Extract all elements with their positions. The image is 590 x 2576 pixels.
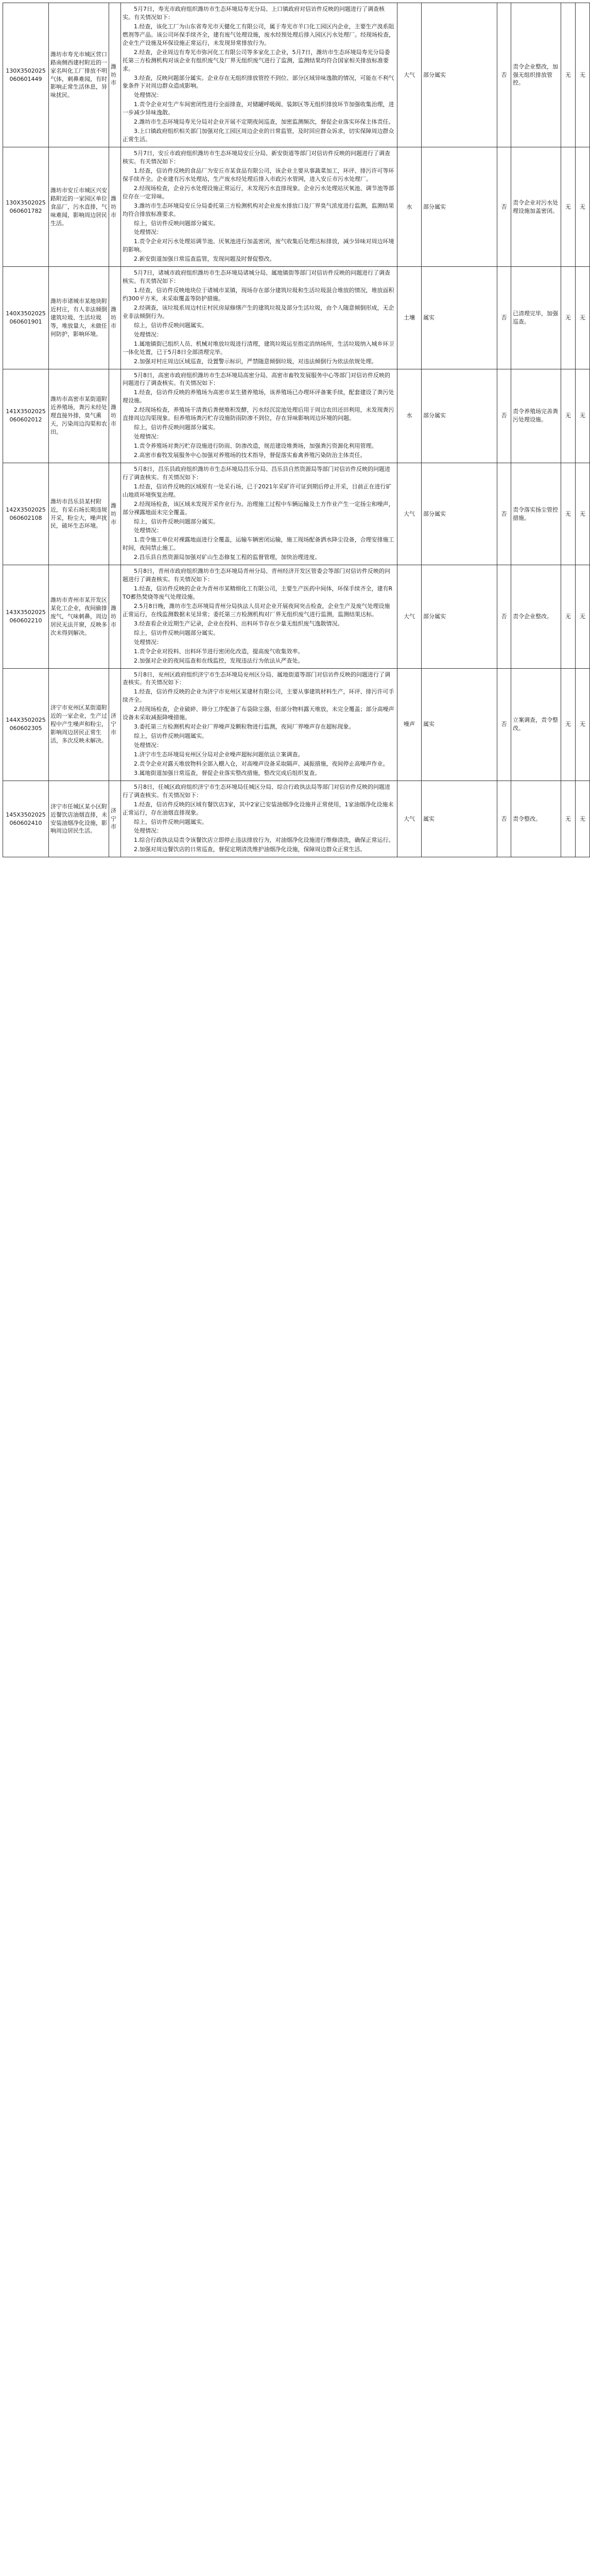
rectification-measures: 责令企业整改，加强无组织排放管控。: [511, 3, 561, 147]
investigation-paragraph: 1.综合行政执法局责令该餐饮店立即停止违法排放行为，对油烟净化设施进行维修清洗，确保正常运行。: [134, 837, 394, 844]
rectification-measures: 责令养殖场完善粪污处理设施。: [511, 369, 561, 463]
case-number: 142X3502025060602108: [3, 463, 49, 565]
remarks-cell: 无: [576, 668, 590, 781]
investigation-paragraph: 3.属地街道加强日常巡查，督促企业落实整改措施，整改完成后组织复查。: [134, 769, 321, 776]
verification-result: 部分属实: [422, 463, 497, 565]
investigation-paragraph: 处理情况：: [134, 827, 162, 835]
responsibility-flag: 否: [497, 463, 511, 565]
investigation-paragraph: 2.责令企业对露天堆放物料全部入棚入仓，对高噪声设备采取隔声、减振措施，夜间停止高噪声作业。: [134, 760, 389, 767]
rectification-measures: 责令整改。: [511, 781, 561, 857]
region-cell: 潍坊市: [109, 147, 121, 267]
remarks-cell: 无: [576, 781, 590, 857]
responsibility-flag: 否: [497, 781, 511, 857]
rectification-measures: 责令落实扬尘管控措施。: [511, 463, 561, 565]
investigation-paragraph: 1.责令企业对污水处理站调节池、厌氧池进行加盖密闭，废气收集后处理达标排放，减少异味对周边环境的影响。: [123, 238, 394, 253]
region-cell: 潍坊市: [109, 3, 121, 147]
complaint-text: 潍坊市高密市某街道附近养殖场，粪污未经处理直接外排，臭气熏天，污染周边沟渠和农田。: [49, 369, 109, 463]
investigation-paragraph: 2.新安街道加强日常巡查监管，发现问题及时督促整改。: [134, 256, 275, 263]
accountability-cell: 无: [561, 463, 576, 565]
investigation-paragraph: 处理情况：: [134, 229, 162, 236]
table-row: [3, 668, 590, 781]
investigation-paragraph: 5月7日，寿光市政府组织潍坊市生态环境局寿光分局、上口镇政府对信访件反映的问题进行了调查核实。有关情况如下：: [123, 6, 385, 21]
case-number: 130X3502025060601782: [3, 147, 49, 267]
table-row: [3, 369, 590, 463]
complaint-text: 潍坊市诸城市某地块附近村庄，有人非法倾倒建筑垃圾、生活垃圾等，堆放量大，未做任何防护，影响环境。: [49, 267, 109, 369]
investigation-paragraph: 1.经查，信访件反映的养殖场为高密市某生猪养殖场，该养殖场已办理环评备案手续，配套建设了粪污处理设施。: [123, 389, 394, 404]
verification-result: 部分属实: [422, 565, 497, 668]
pollution-category: 大气: [397, 565, 422, 668]
investigation-text: [121, 3, 397, 147]
region-cell: 潍坊市: [109, 267, 121, 369]
table-row: [3, 463, 590, 565]
verification-result: 属实: [422, 781, 497, 857]
complaint-text: 潍坊市安丘市城区兴安路附近的一家园区单位食品厂，污水直排，气味难闻，影响周边居民生活。: [49, 147, 109, 267]
investigation-paragraph: 2.加强对周边餐饮店的日常巡查，督促定期清洗维护油烟净化设施，保障周边群众正常生活。: [134, 846, 366, 853]
investigation-paragraph: 2.高密市畜牧发展服务中心加强对养殖场的技术指导，督促落实畜禽养殖污染防治主体责任。: [134, 451, 366, 459]
rectification-measures: 责令企业对污水处理设施加盖密闭。: [511, 147, 561, 267]
table-row: [3, 147, 590, 267]
region-cell: 潍坊市: [109, 463, 121, 565]
investigation-paragraph: 综上，信访件反映问题部分属实。: [134, 219, 219, 227]
investigation-paragraph: 1.经查，信访件反映的区域原有一处采石场，已于2021年采矿许可证到期后停止开采，目前正在进行矿山地质环境恢复治理。: [123, 483, 392, 498]
investigation-paragraph: 综上，信访件反映问题属实。: [134, 733, 207, 740]
investigation-text: [121, 463, 397, 565]
region-cell: 潍坊市: [109, 369, 121, 463]
accountability-cell: 无: [561, 369, 576, 463]
investigation-paragraph: 1.责令企业对生产车间密闭性进行全面排查，对储罐呼吸阀、装卸区等无组织排放环节加强收集治理，进一步减少异味逸散。: [123, 101, 394, 116]
case-number: 130X3502025060601449: [3, 3, 49, 147]
investigation-paragraph: 3.经查，反映问题部分属实。企业存在无组织排放管控不到位、部分区域异味逸散的情况，可能在不利气象条件下对周边群众造成影响。: [123, 74, 394, 90]
investigation-paragraph: 1.经查，该化工厂为山东省寿光市天健化工有限公司，属于寿光市羊口化工园区内企业，主要生产溴系阻燃剂等产品。该公司环保手续齐全，建有废气处理设施，废水经预处理后排入园区污水处理厂。经现场检查，企业生产设施及环保设施正常运行，未发现异常排放行为。: [123, 23, 394, 46]
pollution-category: 水: [397, 147, 422, 267]
investigation-paragraph: 2.潍坊市生态环境局寿光分局对企业开展不定期夜间巡查，加密监测频次，督促企业落实环保主体责任。: [134, 118, 394, 126]
investigation-paragraph: 处理情况：: [134, 331, 162, 338]
investigation-paragraph: 处理情况：: [134, 527, 162, 534]
region-cell: 济宁市: [109, 668, 121, 781]
investigation-paragraph: 2.经查，企业周边有寿光市弥河化工有限公司等多家化工企业，5月7日，潍坊市生态环境局寿光分局委托第三方检测机构对该企业有组织废气及厂界无组织废气进行了监测，监测结果均符合国家相关排放标准要求。: [123, 48, 390, 72]
remarks-cell: 无: [576, 147, 590, 267]
investigation-paragraph: 2.经现场检查，养殖场干清粪后粪便堆积发酵，污水经沉淀池处理后用于周边农田还田利用，未发现粪污直排周边沟渠现象。但养殖场粪污贮存设施防雨防渗不到位，存在异味影响周边环境的问题。: [123, 406, 394, 422]
region-cell: 济宁市: [109, 781, 121, 857]
pollution-category: 水: [397, 369, 422, 463]
verification-result: 属实: [422, 267, 497, 369]
table-row: [3, 781, 590, 857]
complaint-text: 潍坊市寿光市城区营口路南侧西建村附近的一家名叫化工厂排放不明气体，刺鼻难闻，有时影响正常生活休息，异味扰民。: [49, 3, 109, 147]
region-cell: 潍坊市: [109, 565, 121, 668]
complaint-text: 济宁市任城区某小区附近餐饮店油烟直排，未安装油烟净化设施，影响周边居民生活。: [49, 781, 109, 857]
remarks-cell: 无: [576, 369, 590, 463]
investigation-paragraph: 2.经现场检查，企业污水处理设施正常运行，未发现污水直排现象。企业污水处理站厌氧池、调节池等部位存在一定异味。: [123, 184, 394, 200]
complaint-table-body: [3, 3, 590, 857]
remarks-cell: 无: [576, 267, 590, 369]
responsibility-flag: 否: [497, 565, 511, 668]
accountability-cell: 无: [561, 668, 576, 781]
remarks-cell: 无: [576, 565, 590, 668]
rectification-measures: 立案调查，责令整改。: [511, 668, 561, 781]
investigation-paragraph: 5月7日，诸城市政府组织潍坊市生态环境局诸城分局、属地镇街等部门对信访件反映的问题进行了调查核实。有关情况如下：: [123, 269, 390, 285]
accountability-cell: 无: [561, 781, 576, 857]
rectification-measures: 已清理完毕，加强巡查。: [511, 267, 561, 369]
accountability-cell: 无: [561, 565, 576, 668]
responsibility-flag: 否: [497, 668, 511, 781]
case-number: 141X3502025060602012: [3, 369, 49, 463]
investigation-text: [121, 147, 397, 267]
pollution-category: 噪声: [397, 668, 422, 781]
complaint-text: 济宁市兖州区某街道附近的一家企业，生产过程中产生噪声和粉尘，影响周边居民正常生活，多次反映未解决。: [49, 668, 109, 781]
case-number: 140X3502025060601901: [3, 267, 49, 369]
table-row: [3, 267, 590, 369]
responsibility-flag: 否: [497, 3, 511, 147]
investigation-paragraph: 3.委托第三方检测机构对企业厂界噪声及颗粒物进行监测，夜间厂界噪声存在超标现象。: [134, 723, 355, 731]
investigation-paragraph: 2.经调查，该垃圾系周边村庄村民房屋修缮产生的建筑垃圾及部分生活垃圾，由个人随意倾倒形成，无企业非法倾倒行为。: [123, 304, 394, 319]
investigation-paragraph: 1.经查，信访件反映的食品厂为安丘市某食品有限公司，该企业主要从事蔬菜加工，环评、排污许可等环保手续齐全。企业建有污水处理站，生产废水经处理后排入市政污水管网，进入安丘市污水处理厂。: [123, 167, 394, 182]
investigation-paragraph: 5月8日，兖州区政府组织济宁市生态环境局兖州区分局、属地街道等部门对信访件反映的问题进行了调查核实。有关情况如下：: [123, 671, 390, 686]
investigation-paragraph: 2.经现场检查，企业破碎、筛分工序配备了布袋除尘器，但部分物料露天堆放，未完全覆盖；部分高噪声设备未采取减振降噪措施。: [123, 706, 394, 721]
investigation-text: [121, 781, 397, 857]
investigation-paragraph: 处理情况：: [134, 638, 162, 646]
investigation-text: [121, 565, 397, 668]
responsibility-flag: 否: [497, 369, 511, 463]
investigation-paragraph: 2.昌乐县自然资源局加强对矿山生态修复工程的监督管理，加快治理进度。: [134, 554, 321, 561]
investigation-paragraph: 综上，信访件反映问题部分属实。: [134, 518, 219, 525]
investigation-paragraph: 5月8日，高密市政府组织潍坊市生态环境局高密分局、高密市畜牧发展服务中心等部门对信访件反映的问题进行了调查核实。有关情况如下：: [123, 371, 390, 387]
investigation-paragraph: 1.经查，信访件反映的区域有餐饮店3家，其中2家已安装油烟净化设施并正常使用，1家油烟净化设施未正常运行，存在油烟直排现象。: [123, 801, 394, 816]
accountability-cell: 无: [561, 147, 576, 267]
pollution-category: 大气: [397, 3, 422, 147]
case-number: 143X3502025060602210: [3, 565, 49, 668]
pollution-category: 土壤: [397, 267, 422, 369]
investigation-paragraph: 1.属地镇街已组织人员、机械对堆放垃圾进行清理，建筑垃圾运至指定消纳场所，生活垃圾纳入城乡环卫一体化处置，已于5月8日全部清理完毕。: [123, 340, 394, 355]
investigation-paragraph: 2.加强对村庄周边区域巡查，设置警示标识，严禁随意倾倒垃圾，对违法倾倒行为依法依规处理。: [134, 358, 377, 365]
table-row: [3, 565, 590, 668]
investigation-paragraph: 1.责令企业对投料、出料环节进行密闭化改造，提高废气收集效率。: [134, 648, 304, 655]
investigation-paragraph: 3.经查看企业近期生产记录，企业在投料、出料环节存在少量无组织废气逸散情况。: [134, 620, 343, 627]
investigation-paragraph: 1.责令养殖场对粪污贮存设施进行防雨、防渗改造，规范建设堆粪场，加强粪污资源化利用管理。: [134, 443, 377, 449]
investigation-text: [121, 369, 397, 463]
investigation-paragraph: 5月8日，任城区政府组织济宁市生态环境局任城区分局、综合行政执法局等部门对信访件反映的问题进行了调查核实。有关情况如下：: [123, 783, 390, 799]
rectification-measures: 责令企业整改。: [511, 565, 561, 668]
investigation-paragraph: 综上，信访件反映问题属实。: [134, 321, 207, 329]
investigation-paragraph: 3.上口镇政府组织相关部门加强对化工园区周边企业的日常监管，及时回应群众诉求，切实保障周边群众正常生活。: [123, 128, 394, 143]
responsibility-flag: 否: [497, 267, 511, 369]
accountability-cell: 无: [561, 267, 576, 369]
investigation-paragraph: 1.经查，信访件反映的企业为济宁市兖州区某建材有限公司，主要从事建筑材料生产，环评、排污许可手续齐全。: [123, 688, 394, 704]
investigation-paragraph: 处理情况：: [134, 92, 162, 99]
complaint-text: 潍坊市青州市某开发区某化工企业，夜间偷排废气，气味刺鼻，周边居民无法开窗，反映多次未得到解决。: [49, 565, 109, 668]
investigation-paragraph: 1.济宁市生态环境局兖州区分局对企业噪声超标问题依法立案调查。: [134, 751, 304, 758]
remarks-cell: 无: [576, 463, 590, 565]
accountability-cell: 无: [561, 3, 576, 147]
investigation-paragraph: 综上，信访件反映问题部分属实。: [134, 629, 219, 636]
investigation-paragraph: 处理情况：: [134, 433, 162, 440]
table-row: [3, 3, 590, 147]
investigation-paragraph: 5月8日，昌乐县政府组织潍坊市生态环境局昌乐分局、昌乐县自然资源局等部门对信访件反映的问题进行了调查核实。有关情况如下：: [123, 465, 390, 481]
verification-result: 属实: [422, 668, 497, 781]
case-number: 144X3502025060602305: [3, 668, 49, 781]
responsibility-flag: 否: [497, 147, 511, 267]
investigation-text: [121, 267, 397, 369]
investigation-paragraph: 2.5月8日晚，潍坊市生态环境局青州分局执法人员对企业开展夜间突击检查，企业生产及废气处理设施正常运行，在线监测数据未见异常；委托第三方检测机构对厂界无组织废气进行监测，监测结果达标。: [123, 602, 390, 618]
complaint-text: 潍坊市昌乐县某村附近，有采石场长期违规开采，粉尘大，噪声扰民，破坏生态环境。: [49, 463, 109, 565]
verification-result: 部分属实: [422, 369, 497, 463]
investigation-paragraph: 5月7日，安丘市政府组织潍坊市生态环境局安丘分局、新安街道等部门对信访件反映的问题进行了调查核实。有关情况如下：: [123, 150, 390, 165]
investigation-text: [121, 668, 397, 781]
investigation-paragraph: 1.经查，信访件反映地块位于诸城市某镇，现场存在部分建筑垃圾和生活垃圾混合堆放的情况，堆放面积约300平方米，未采取覆盖等防护措施。: [123, 287, 394, 302]
complaint-table: [3, 3, 590, 857]
investigation-paragraph: 综上，信访件反映问题部分属实。: [134, 424, 219, 431]
remarks-cell: 无: [576, 3, 590, 147]
pollution-category: 大气: [397, 781, 422, 857]
investigation-paragraph: 3.潍坊市生态环境局安丘分局委托第三方检测机构对企业废水排放口及厂界臭气浓度进行监测，监测结果均符合排放标准要求。: [123, 202, 394, 217]
investigation-paragraph: 2.加强对企业的夜间巡查和在线监控，发现违法行为依法从严查处。: [134, 657, 304, 664]
investigation-paragraph: 5月8日，青州市政府组织潍坊市生态环境局青州分局、青州经济开发区管委会等部门对信访件反映的问题进行了调查核实。有关情况如下：: [123, 568, 390, 583]
investigation-paragraph: 2.经现场检查，该区域未发现开采作业行为。治理施工过程中车辆运输及土方作业产生一定扬尘和噪声，部分裸露地面未完全覆盖。: [123, 500, 394, 516]
case-number: 145X3502025060602410: [3, 781, 49, 857]
verification-result: 部分属实: [422, 3, 497, 147]
investigation-paragraph: 综上，信访件反映问题属实。: [134, 818, 207, 825]
investigation-paragraph: 1.责令施工单位对裸露地面进行全覆盖，运输车辆密闭运输，施工现场配备洒水降尘设备，合理安排施工时间，夜间禁止施工。: [123, 536, 394, 552]
investigation-paragraph: 处理情况：: [134, 742, 162, 749]
pollution-category: 大气: [397, 463, 422, 565]
verification-result: 部分属实: [422, 147, 497, 267]
investigation-paragraph: 1.经查，信访件反映的企业为青州市某精细化工有限公司，主要生产医药中间体，环保手续齐全，建有RTO蓄热焚烧等废气处理设施。: [123, 585, 393, 600]
